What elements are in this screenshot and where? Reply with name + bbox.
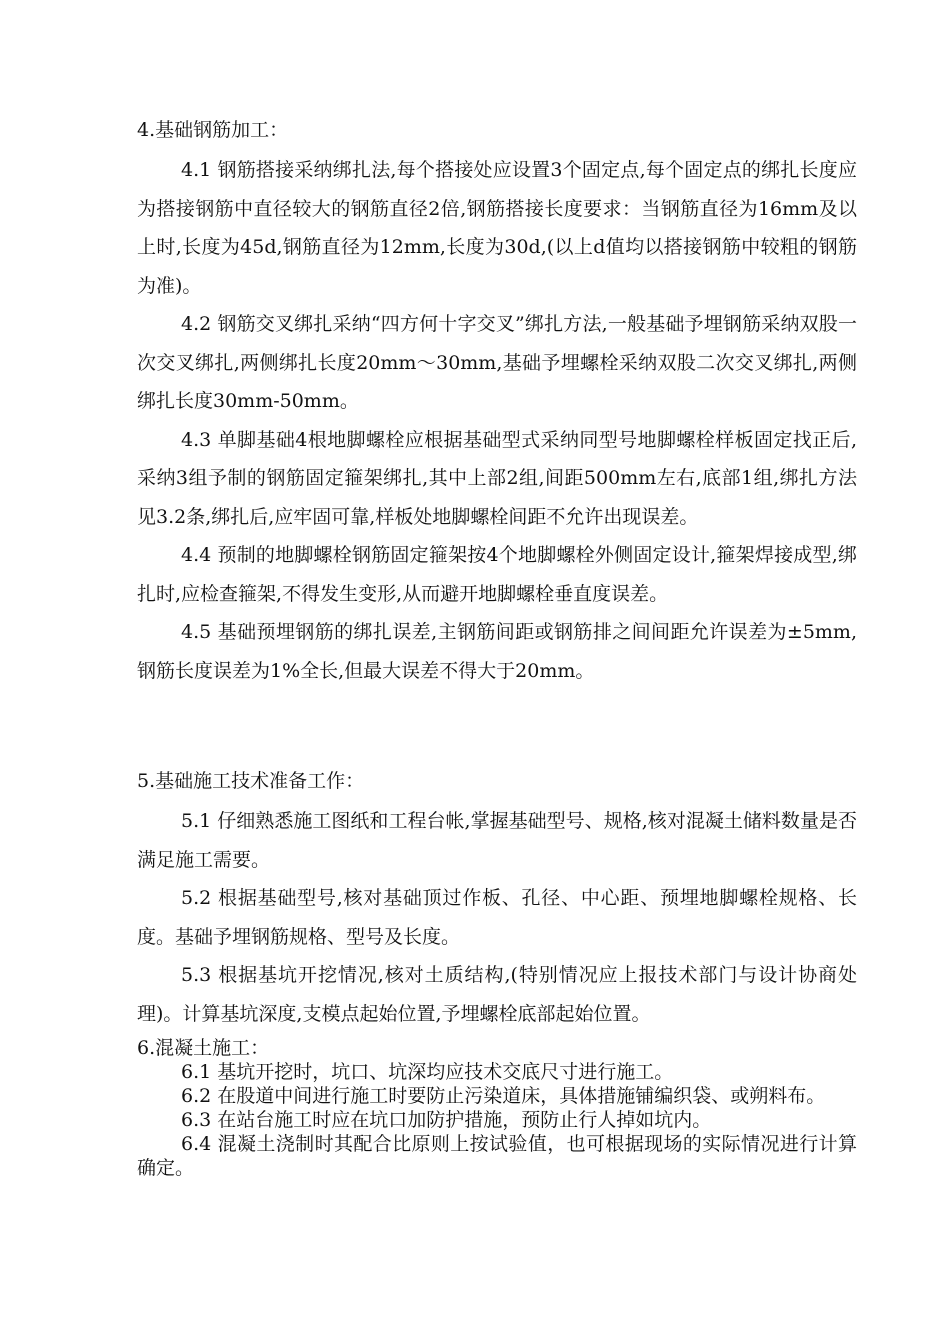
paragraph-4-2: 4.2 钢筋交叉绑扎采纳“四方何十字交叉”绑扎方法,一般基础予埋钢筋采纳双股一次交叉绑扎,两侧绑扎长度20mm～30mm,基础予埋螺栓采纳双股二次交叉绑扎,两侧绑扎长度30mm-50mm。 [137, 313, 857, 412]
paragraph-6-4: 6.4 混凝土浇制时其配合比原则上按试验值，也可根据现场的实际情况进行计算确定。 [137, 1133, 857, 1179]
section-heading: 4.基础钢筋加工： [137, 119, 289, 141]
section-6 [137, 1036, 857, 1180]
paragraph-6-2: 6.2 在股道中间进行施工时要防止污染道床，具体措施铺编织袋、或朔料布。 [181, 1085, 826, 1107]
paragraph-4-3: 4.3 单脚基础4根地脚螺栓应根据基础型式采纳同型号地脚螺栓样板固定找正后,采纳3组予制的钢筋固定箍架绑扎,其中上部2组,间距500mm左右,底部1组,绑扎方法见3.2条,绑扎后,应牢固可靠,样板处地脚螺栓间距不允许出现误差。 [137, 428, 857, 528]
section-4 [137, 113, 857, 690]
section-heading: 6.混凝土施工： [137, 1037, 270, 1059]
paragraph-4-1: 4.1 钢筋搭接采纳绑扎法,每个搭接处应设置3个固定点,每个固定点的绑扎长度应为搭接钢筋中直径较大的钢筋直径2倍,钢筋搭接长度要求：当钢筋直径为16mm及以上时,长度为45d,钢筋直径为12mm,长度为30d,(以上d值均以搭接钢筋中较粗的钢筋为准)。 [137, 159, 857, 297]
paragraph-5-2: 5.2 根据基础型号,核对基础顶过作板、孔径、中心距、预埋地脚螺栓规格、长度。基础予埋钢筋规格、型号及长度。 [137, 887, 857, 948]
paragraph-4-5: 4.5 基础预埋钢筋的绑扎误差,主钢筋间距或钢筋排之间间距允许误差为±5mm,钢筋长度误差为1%全长,但最大误差不得大于20mm。 [137, 621, 857, 682]
section-5 [137, 764, 857, 1033]
paragraph-5-3: 5.3 根据基坑开挖情况,核对土质结构,(特别情况应上报技术部门与设计协商处理)。计算基坑深度,支模点起始位置,予埋螺栓底部起始位置。 [137, 964, 857, 1025]
paragraph-6-1: 6.1 基坑开挖时，坑口、坑深均应技术交底尺寸进行施工。 [181, 1061, 674, 1083]
paragraph-4-4: 4.4 预制的地脚螺栓钢筋固定箍架按4个地脚螺栓外侧固定设计,箍架焊接成型,绑扎时,应检查箍架,不得发生变形,从而避开地脚螺栓垂直度误差。 [137, 544, 857, 605]
paragraph-6-3: 6.3 在站台施工时应在坑口加防护措施，预防止行人掉如坑内。 [181, 1109, 712, 1131]
paragraph-5-1: 5.1 仔细熟悉施工图纸和工程台帐,掌握基础型号、规格,核对混凝土储料数量是否满足施工需要。 [137, 810, 857, 871]
section-heading: 5.基础施工技术准备工作： [137, 770, 365, 792]
